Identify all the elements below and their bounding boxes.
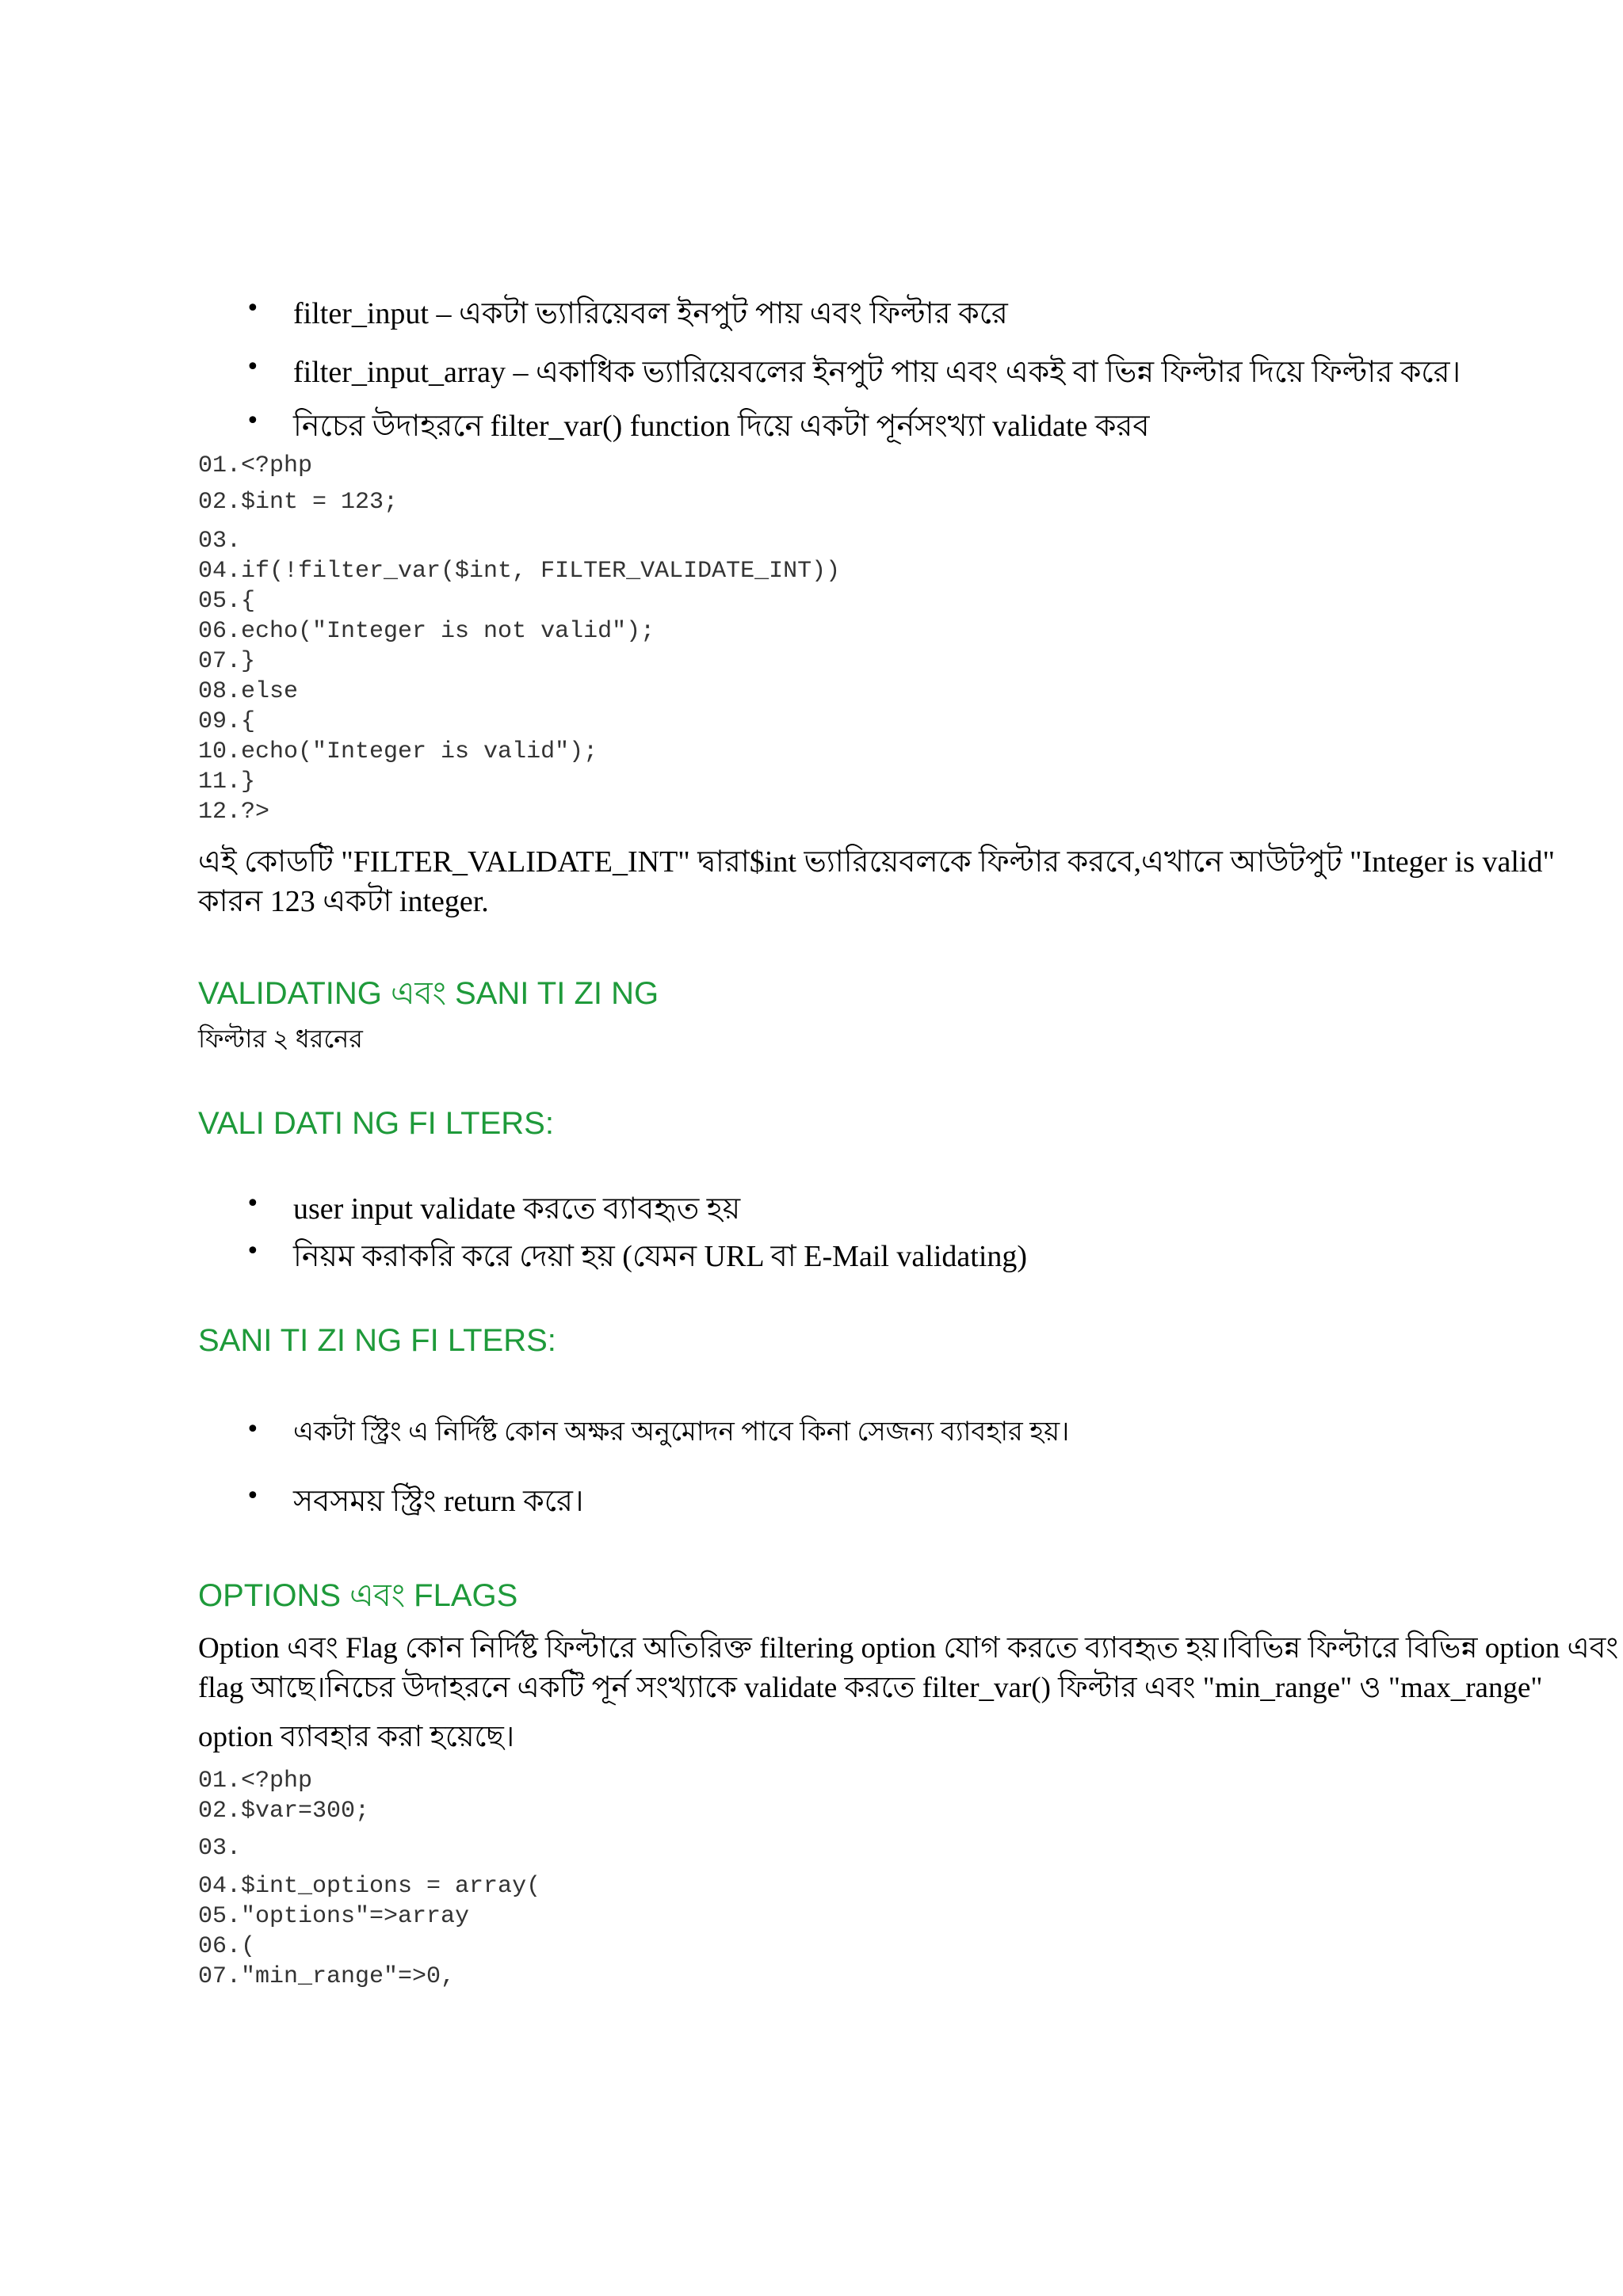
explanation-line: কারন 123 একটা integer. (198, 885, 489, 918)
explanation-line: এই কোডটি "FILTER_VALIDATE_INT" দ্বারা$int ভ্যারিয়েবলকে ফিল্টার করবে,এখানে আউটপুট "Integer is valid" (198, 845, 1555, 879)
code-line: 06.echo("Integer is not valid"); (198, 618, 655, 645)
code-line: 09.{ (198, 708, 256, 735)
bullet-filter-input: filter_input – একটা ভ্যারিয়েবল ইনপুট পায় এবং ফিল্টার করে (293, 297, 1008, 330)
code-line: 02.$int = 123; (198, 489, 399, 516)
bullet-dot: • (246, 295, 260, 322)
list-item: সবসময় স্ট্রিং return করে। (293, 1485, 584, 1518)
code-line: 11.} (198, 769, 256, 795)
list-item: নিয়ম করাকরি করে দেয়া হয় (যেমন URL বা E-Mail validating) (293, 1240, 1028, 1273)
code-line: 10.echo("Integer is valid"); (198, 738, 598, 765)
code-line: 01.<?php (198, 452, 313, 479)
list-item: user input validate করতে ব্যাবহৃত হয় (293, 1192, 741, 1226)
paragraph-line: option ব্যাবহার করা হয়েছে। (198, 1721, 515, 1753)
bullet-dot: • (246, 1416, 260, 1444)
list-item: একটা স্ট্রিং এ নির্দিষ্ট কোন অক্ষর অনুমোদন পাবে কিনা সেজন্য ব্যাবহার হয়। (293, 1417, 1070, 1447)
code-line: 03. (198, 528, 242, 555)
code-line: 04.if(!filter_var($int, FILTER_VALIDATE_INT)) (198, 558, 841, 585)
bullet-dot: • (246, 1482, 260, 1510)
section-heading: SANI TI ZI NG FI LTERS: (198, 1323, 556, 1358)
bullet-dot: • (246, 407, 260, 435)
code-line: 06.( (198, 1933, 256, 1960)
bullet-dot: • (246, 1190, 260, 1218)
paragraph-line: Option এবং Flag কোন নির্দিষ্ট ফিল্টারে অতিরিক্ত filtering option যোগ করতে ব্যাবহৃত হয়।বিভিন্ন ফিল্টারে বিভিন্ন option এবং (198, 1632, 1619, 1665)
paragraph-line: flag আছে।নিচের উদাহরনে একটি পূর্ন সংখ্যাকে validate করতে filter_var() ফিল্টার এবং "min_range" ও "max_range" (198, 1672, 1543, 1704)
code-line: 01.<?php (198, 1768, 313, 1794)
code-line: 08.else (198, 678, 299, 705)
section-heading: VALIDATING এবং SANI TI ZI NG (198, 976, 659, 1011)
code-line: 03. (198, 1835, 242, 1862)
code-line: 07.} (198, 648, 256, 675)
bullet-dot: • (246, 1238, 260, 1265)
bullet-filter-var-example: নিচের উদাহরনে filter_var() function দিয়ে একটা পূর্নসংখ্যা validate করব (293, 410, 1150, 443)
section-heading: OPTIONS এবং FLAGS (198, 1578, 518, 1613)
code-line: 12.?> (198, 799, 270, 826)
code-line: 07."min_range"=>0, (198, 1963, 456, 1990)
code-line: 05.{ (198, 588, 256, 615)
bullet-filter-input-array: filter_input_array – একাধিক ভ্যারিয়েবলের ইনপুট পায় এবং একই বা ভিন্ন ফিল্টার দিয়ে ফিল্টার করে। (293, 356, 1461, 389)
code-line: 02.$var=300; (198, 1798, 370, 1825)
bullet-dot: • (246, 353, 260, 381)
section-heading: VALI DATI NG FI LTERS: (198, 1106, 554, 1141)
code-line: 04.$int_options = array( (198, 1873, 541, 1900)
section-text: ফিল্টার ২ ধরনের (198, 1024, 363, 1053)
code-line: 05."options"=>array (198, 1903, 470, 1930)
